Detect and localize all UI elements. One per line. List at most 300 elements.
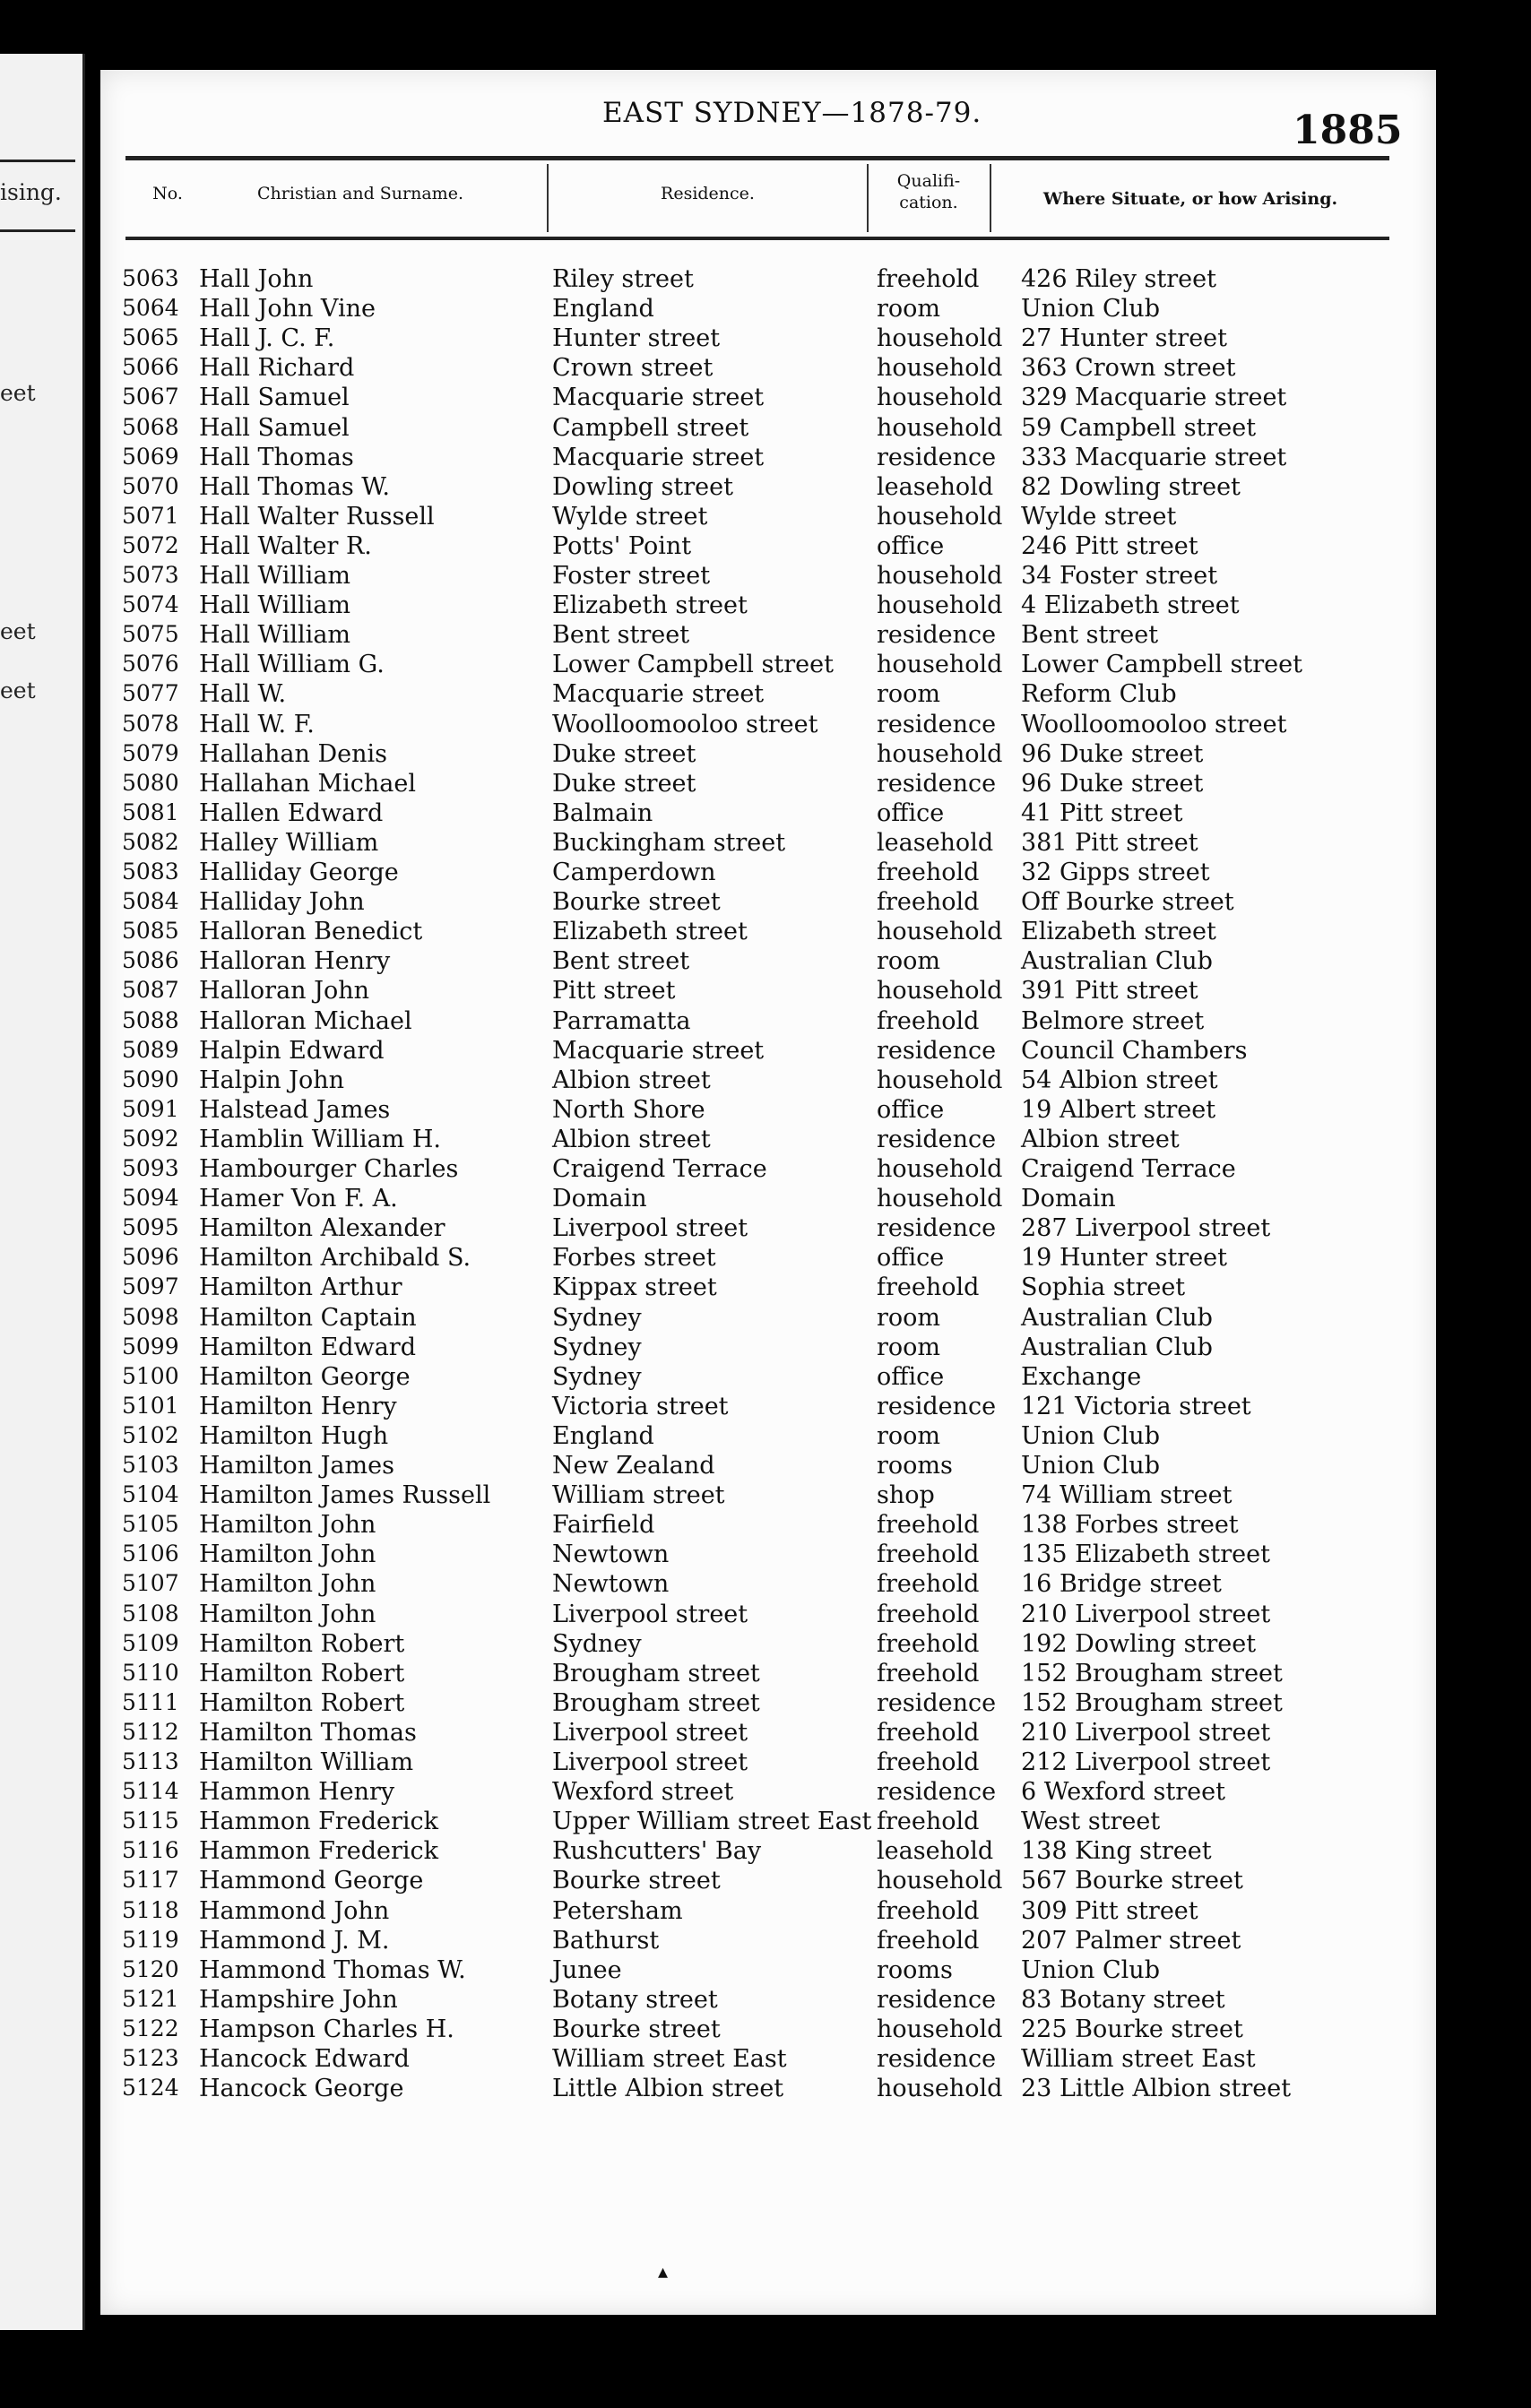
cell-qualification: residence — [877, 443, 997, 471]
cell-number: 5087 — [122, 977, 179, 1004]
cell-qualification: room — [877, 680, 941, 709]
cell-number: 5074 — [122, 591, 179, 618]
cell-name: Hamilton Robert — [199, 1659, 405, 1687]
cell-where-situate: 426 Riley street — [1021, 265, 1216, 293]
table-row — [100, 1778, 1436, 1808]
cell-name: Halpin Edward — [199, 1036, 385, 1065]
column-header-no: No. — [152, 184, 183, 203]
cell-number: 5105 — [122, 1511, 179, 1538]
cell-number: 5086 — [122, 947, 179, 974]
cell-where-situate: 287 Liverpool street — [1021, 1214, 1271, 1243]
cell-number: 5118 — [122, 1896, 179, 1923]
cell-where-situate: Union Club — [1021, 295, 1160, 324]
cell-residence: Elizabeth street — [552, 918, 748, 946]
cell-name: Hamilton Alexander — [199, 1214, 445, 1243]
cell-residence: Bourke street — [552, 1867, 721, 1895]
cell-name: Hamilton Edward — [199, 1333, 416, 1361]
cell-name: Hamilton John — [199, 1570, 376, 1599]
cell-where-situate: Wylde street — [1021, 502, 1177, 531]
table-row — [100, 1689, 1436, 1719]
table-row — [100, 1867, 1436, 1896]
cell-where-situate: 309 Pitt street — [1021, 1896, 1198, 1925]
cell-number: 5080 — [122, 769, 179, 796]
cell-number: 5124 — [122, 2075, 179, 2102]
cell-where-situate: 363 Crown street — [1021, 354, 1236, 383]
table-row — [100, 1452, 1436, 1481]
cell-name: Hamilton Henry — [199, 1392, 397, 1420]
table-row — [100, 1748, 1436, 1778]
cell-where-situate: Union Club — [1021, 1955, 1160, 1984]
cell-qualification: household — [877, 562, 1003, 590]
table-row — [100, 1601, 1436, 1630]
table-row — [100, 1808, 1436, 1837]
cell-qualification: shop — [877, 1481, 935, 1510]
cell-name: Hallen Edward — [199, 798, 384, 827]
cell-name: Hamilton Captain — [199, 1303, 417, 1332]
cell-name: Hall J. C. F. — [199, 324, 335, 353]
cell-qualification: office — [877, 531, 945, 560]
cell-residence: Pitt street — [552, 977, 676, 1005]
cell-qualification: household — [877, 2075, 1003, 2103]
cell-qualification: freehold — [877, 1600, 980, 1628]
cell-residence: Albion street — [552, 1125, 711, 1153]
cell-name: Hamilton William — [199, 1748, 414, 1776]
cell-residence: Domain — [552, 1185, 647, 1213]
cell-qualification: freehold — [877, 1718, 980, 1747]
cell-qualification: household — [877, 591, 1003, 620]
cell-residence: Balmain — [552, 798, 653, 827]
cell-qualification: residence — [877, 621, 997, 650]
cell-where-situate: Union Club — [1021, 1452, 1160, 1480]
table-row — [100, 1214, 1436, 1244]
cell-where-situate: 41 Pitt street — [1021, 798, 1183, 827]
cell-where-situate: 567 Bourke street — [1021, 1867, 1243, 1895]
cell-where-situate: 23 Little Albion street — [1021, 2075, 1292, 2103]
table-row — [100, 799, 1436, 829]
cell-residence: Bathurst — [552, 1926, 660, 1955]
cell-residence: Dowling street — [552, 472, 733, 501]
cell-where-situate: Exchange — [1021, 1362, 1142, 1391]
cell-residence: Bent street — [552, 947, 690, 976]
cell-where-situate: Off Bourke street — [1021, 888, 1234, 917]
cell-number: 5071 — [122, 502, 179, 529]
cell-residence: Albion street — [552, 1066, 711, 1094]
cell-residence: Upper William street East — [552, 1808, 872, 1836]
cell-qualification: freehold — [877, 859, 980, 886]
cell-number: 5101 — [122, 1392, 179, 1419]
table-row — [100, 829, 1436, 859]
cell-name: Hamilton James Russell — [199, 1481, 491, 1510]
table-row — [100, 1393, 1436, 1422]
cell-qualification: residence — [877, 1688, 997, 1717]
cell-name: Hall William — [199, 621, 351, 650]
cell-residence: Camperdown — [552, 859, 716, 886]
cell-where-situate: Elizabeth street — [1021, 918, 1216, 946]
cell-number: 5088 — [122, 1006, 179, 1033]
cell-residence: Petersham — [552, 1896, 683, 1925]
cell-name: Hamilton Arthur — [199, 1273, 402, 1302]
cell-qualification: office — [877, 1362, 945, 1391]
cell-where-situate: 32 Gipps street — [1021, 859, 1210, 886]
cell-number: 5066 — [122, 354, 179, 381]
table-row — [100, 444, 1436, 473]
table-row — [100, 2015, 1436, 2045]
cell-number: 5102 — [122, 1421, 179, 1448]
cell-number: 5107 — [122, 1570, 179, 1597]
cell-name: Hamilton John — [199, 1511, 376, 1540]
cell-number: 5072 — [122, 531, 179, 558]
table-row — [100, 265, 1436, 295]
cell-where-situate: 225 Bourke street — [1021, 2015, 1243, 2043]
cell-where-situate: 6 Wexford street — [1021, 1778, 1225, 1807]
cell-number: 5089 — [122, 1036, 179, 1063]
cell-name: Hampshire John — [199, 1985, 398, 2014]
table-row — [100, 1333, 1436, 1363]
cell-name: Hammond John — [199, 1896, 390, 1925]
cell-where-situate: Reform Club — [1021, 680, 1177, 709]
cell-number: 5078 — [122, 710, 179, 737]
cell-name: Hall Samuel — [199, 384, 350, 412]
previous-page-fragment: eet — [0, 678, 36, 703]
cell-name: Hamilton Robert — [199, 1688, 405, 1717]
cell-name: Hall W. F. — [199, 710, 315, 738]
cell-residence: Brougham street — [552, 1688, 760, 1717]
cell-residence: North Shore — [552, 1095, 705, 1124]
cell-name: Hallahan Denis — [199, 739, 387, 768]
table-row — [100, 1273, 1436, 1303]
cell-name: Hall W. — [199, 680, 287, 709]
cell-name: Hall William — [199, 591, 351, 620]
cell-where-situate: 59 Campbell street — [1021, 413, 1257, 442]
cell-number: 5112 — [122, 1718, 179, 1745]
table-row — [100, 740, 1436, 770]
cell-qualification: residence — [877, 1125, 997, 1153]
cell-residence: Campbell street — [552, 413, 749, 442]
cell-residence: Foster street — [552, 562, 711, 590]
previous-page-edge — [0, 54, 85, 2330]
cell-name: Halpin John — [199, 1066, 345, 1094]
cell-qualification: rooms — [877, 1452, 953, 1480]
table-row — [100, 1422, 1436, 1452]
table-row — [100, 1897, 1436, 1927]
footer-mark: ▴ — [658, 2261, 669, 2283]
cell-where-situate: 152 Brougham street — [1021, 1688, 1283, 1717]
table-row — [100, 473, 1436, 503]
cell-number: 5099 — [122, 1333, 179, 1359]
cell-where-situate: Domain — [1021, 1185, 1116, 1213]
cell-residence: Woolloomooloo street — [552, 710, 818, 738]
table-row — [100, 1660, 1436, 1689]
cell-number: 5083 — [122, 859, 179, 885]
cell-residence: England — [552, 295, 654, 324]
table-row — [100, 2045, 1436, 2075]
cell-number: 5108 — [122, 1600, 179, 1627]
cell-residence: Kippax street — [552, 1273, 717, 1302]
cell-qualification: household — [877, 1155, 1003, 1183]
cell-name: Hammond Thomas W. — [199, 1955, 466, 1984]
cell-where-situate: Craigend Terrace — [1021, 1155, 1236, 1183]
table-row — [100, 503, 1436, 532]
table-row — [100, 621, 1436, 651]
cell-qualification: room — [877, 1303, 941, 1332]
cell-qualification: household — [877, 1185, 1003, 1213]
header-rule-top — [125, 156, 1389, 160]
table-row — [100, 1363, 1436, 1393]
cell-residence: Bourke street — [552, 888, 721, 917]
cell-name: Hall John — [199, 265, 314, 293]
cell-name: Hamilton John — [199, 1541, 376, 1569]
cell-residence: Liverpool street — [552, 1214, 748, 1243]
cell-residence: Liverpool street — [552, 1600, 748, 1628]
cell-qualification: office — [877, 798, 945, 827]
cell-residence: England — [552, 1421, 654, 1450]
cell-where-situate: 138 King street — [1021, 1837, 1212, 1866]
cell-name: Hamilton James — [199, 1452, 394, 1480]
cell-qualification: household — [877, 354, 1003, 383]
cell-residence: Botany street — [552, 1985, 718, 2014]
cell-residence: Little Albion street — [552, 2075, 784, 2103]
cell-where-situate: 83 Botany street — [1021, 1985, 1225, 2014]
cell-number: 5069 — [122, 443, 179, 470]
cell-qualification: household — [877, 2015, 1003, 2043]
cell-qualification: freehold — [877, 1541, 980, 1569]
cell-residence: Wexford street — [552, 1778, 734, 1807]
cell-number: 5092 — [122, 1125, 179, 1152]
cell-number: 5111 — [122, 1688, 179, 1715]
cell-residence: Liverpool street — [552, 1748, 748, 1776]
cell-residence: Crown street — [552, 354, 714, 383]
cell-qualification: household — [877, 1867, 1003, 1895]
table-row — [100, 1481, 1436, 1511]
cell-residence: Brougham street — [552, 1659, 760, 1687]
cell-residence: Fairfield — [552, 1511, 655, 1540]
cell-name: Hall Samuel — [199, 413, 350, 442]
cell-qualification: household — [877, 739, 1003, 768]
cell-qualification: household — [877, 918, 1003, 946]
table-row — [100, 888, 1436, 918]
cell-qualification: residence — [877, 769, 997, 798]
cell-qualification: room — [877, 1333, 941, 1361]
cell-where-situate: 391 Pitt street — [1021, 977, 1198, 1005]
cell-name: Halloran Henry — [199, 947, 391, 976]
cell-residence: Elizabeth street — [552, 591, 748, 620]
cell-qualification: office — [877, 1095, 945, 1124]
cell-name: Hamilton Robert — [199, 1629, 405, 1658]
table-row — [100, 1185, 1436, 1214]
table-row — [100, 562, 1436, 591]
cell-number: 5104 — [122, 1481, 179, 1508]
cell-qualification: residence — [877, 2045, 997, 2073]
cell-number: 5079 — [122, 739, 179, 766]
cell-name: Hallahan Michael — [199, 769, 416, 798]
column-separator — [990, 164, 991, 232]
table-row — [100, 2075, 1436, 2104]
cell-where-situate: 96 Duke street — [1021, 739, 1204, 768]
cell-name: Hall Thomas W. — [199, 472, 390, 501]
table-row — [100, 1927, 1436, 1956]
table-row — [100, 532, 1436, 562]
cell-name: Halloran Benedict — [199, 918, 423, 946]
cell-where-situate: 4 Elizabeth street — [1021, 591, 1240, 620]
cell-name: Halstead James — [199, 1095, 391, 1124]
column-header-name: Christian and Surname. — [257, 184, 463, 203]
table-row — [100, 918, 1436, 947]
cell-qualification: residence — [877, 1392, 997, 1420]
cell-qualification: room — [877, 295, 941, 324]
cell-number: 5084 — [122, 888, 179, 915]
cell-name: Hammon Frederick — [199, 1837, 438, 1866]
previous-page-fragment: ising. — [0, 179, 62, 205]
cell-qualification: leasehold — [877, 1837, 994, 1866]
cell-where-situate: Sophia street — [1021, 1273, 1186, 1302]
cell-where-situate: 16 Bridge street — [1021, 1570, 1222, 1599]
cell-where-situate: 54 Albion street — [1021, 1066, 1218, 1094]
cell-number: 5103 — [122, 1452, 179, 1478]
cell-residence: New Zealand — [552, 1452, 715, 1480]
cell-residence: Bent street — [552, 621, 690, 650]
cell-number: 5075 — [122, 621, 179, 648]
cell-where-situate: 82 Dowling street — [1021, 472, 1241, 501]
cell-number: 5114 — [122, 1778, 179, 1805]
cell-qualification: residence — [877, 710, 997, 738]
cell-number: 5122 — [122, 2015, 179, 2041]
cell-name: Halloran Michael — [199, 1006, 412, 1035]
cell-number: 5081 — [122, 798, 179, 825]
table-row — [100, 680, 1436, 710]
cell-where-situate: 27 Hunter street — [1021, 324, 1228, 353]
cell-number: 5095 — [122, 1214, 179, 1241]
cell-qualification: household — [877, 324, 1003, 353]
table-row — [100, 324, 1436, 354]
column-separator — [867, 164, 869, 232]
cell-where-situate: 121 Victoria street — [1021, 1392, 1251, 1420]
cell-residence: Wylde street — [552, 502, 708, 531]
previous-page-rule — [0, 160, 75, 162]
cell-name: Hamblin William H. — [199, 1125, 441, 1153]
table-row — [100, 947, 1436, 977]
cell-where-situate: Australian Club — [1021, 1303, 1213, 1332]
page-number: 1885 — [1293, 108, 1403, 153]
cell-qualification: freehold — [877, 1808, 980, 1836]
cell-qualification: household — [877, 651, 1003, 679]
cell-name: Hamilton Hugh — [199, 1421, 389, 1450]
table-row — [100, 414, 1436, 444]
cell-qualification: freehold — [877, 1896, 980, 1925]
cell-residence: Sydney — [552, 1362, 642, 1391]
cell-number: 5090 — [122, 1066, 179, 1092]
cell-name: Hall John Vine — [199, 295, 376, 324]
cell-where-situate: 212 Liverpool street — [1021, 1748, 1271, 1776]
cell-residence: Macquarie street — [552, 1036, 765, 1065]
running-title: EAST SYDNEY—1878-79. — [602, 97, 982, 129]
cell-where-situate: 138 Forbes street — [1021, 1511, 1239, 1540]
cell-number: 5117 — [122, 1867, 179, 1894]
cell-qualification: freehold — [877, 1570, 980, 1599]
cell-number: 5076 — [122, 651, 179, 678]
cell-name: Hamer Von F. A. — [199, 1185, 398, 1213]
cell-residence: Potts' Point — [552, 531, 692, 560]
table-row — [100, 295, 1436, 324]
cell-name: Hamilton Thomas — [199, 1718, 417, 1747]
table-row — [100, 770, 1436, 799]
table-row — [100, 977, 1436, 1006]
cell-residence: Lower Campbell street — [552, 651, 834, 679]
cell-residence: Craigend Terrace — [552, 1155, 767, 1183]
cell-residence: Parramatta — [552, 1006, 691, 1035]
column-header-residence: Residence. — [661, 184, 755, 203]
previous-page-rule — [0, 229, 75, 232]
cell-number: 5063 — [122, 265, 179, 291]
cell-name: Hall Richard — [199, 354, 355, 383]
table-row — [100, 1037, 1436, 1066]
cell-where-situate: 207 Palmer street — [1021, 1926, 1241, 1955]
cell-where-situate: Bent street — [1021, 621, 1159, 650]
cell-number: 5065 — [122, 324, 179, 351]
table-row — [100, 1719, 1436, 1748]
cell-number: 5067 — [122, 384, 179, 410]
column-header-qualification: Qualifi- cation. — [896, 171, 961, 212]
cell-where-situate: West street — [1021, 1808, 1161, 1836]
cell-number: 5070 — [122, 472, 179, 499]
cell-where-situate: 329 Macquarie street — [1021, 384, 1287, 412]
cell-residence: Sydney — [552, 1333, 642, 1361]
document-page — [100, 70, 1436, 2315]
previous-page-fragment: eet — [0, 380, 36, 406]
cell-residence: Victoria street — [552, 1392, 729, 1420]
cell-number: 5093 — [122, 1155, 179, 1181]
cell-where-situate: Woolloomooloo street — [1021, 710, 1287, 738]
cell-residence: Buckingham street — [552, 828, 786, 857]
table-row — [100, 1511, 1436, 1541]
cell-qualification: leasehold — [877, 472, 994, 501]
cell-qualification: residence — [877, 1036, 997, 1065]
cell-name: Hamilton John — [199, 1600, 376, 1628]
cell-where-situate: 96 Duke street — [1021, 769, 1204, 798]
cell-residence: Newtown — [552, 1570, 670, 1599]
cell-number: 5116 — [122, 1837, 179, 1864]
cell-qualification: residence — [877, 1985, 997, 2014]
cell-where-situate: William street East — [1021, 2045, 1256, 2073]
cell-name: Hancock Edward — [199, 2045, 410, 2073]
previous-page-fragment: eet — [0, 618, 36, 644]
cell-name: Hamilton Archibald S. — [199, 1244, 471, 1273]
cell-name: Hammon Henry — [199, 1778, 395, 1807]
cell-qualification: freehold — [877, 1273, 980, 1302]
table-row — [100, 354, 1436, 384]
cell-residence: Sydney — [552, 1629, 642, 1658]
cell-qualification: freehold — [877, 1659, 980, 1687]
table-row — [100, 1956, 1436, 1986]
cell-where-situate: 333 Macquarie street — [1021, 443, 1287, 471]
cell-where-situate: 210 Liverpool street — [1021, 1718, 1271, 1747]
cell-qualification: office — [877, 1244, 945, 1273]
cell-residence: Duke street — [552, 739, 696, 768]
table-row — [100, 1541, 1436, 1570]
cell-residence: Hunter street — [552, 324, 721, 353]
cell-where-situate: 135 Elizabeth street — [1021, 1541, 1270, 1569]
cell-name: Hall Walter Russell — [199, 502, 435, 531]
cell-number: 5094 — [122, 1185, 179, 1212]
cell-number: 5123 — [122, 2045, 179, 2071]
cell-number: 5110 — [122, 1659, 179, 1686]
table-row — [100, 1304, 1436, 1333]
cell-name: Hall William G. — [199, 651, 385, 679]
cell-residence: Newtown — [552, 1541, 670, 1569]
table-row — [100, 711, 1436, 740]
cell-where-situate: Australian Club — [1021, 947, 1213, 976]
cell-residence: Sydney — [552, 1303, 642, 1332]
cell-where-situate: 34 Foster street — [1021, 562, 1218, 590]
